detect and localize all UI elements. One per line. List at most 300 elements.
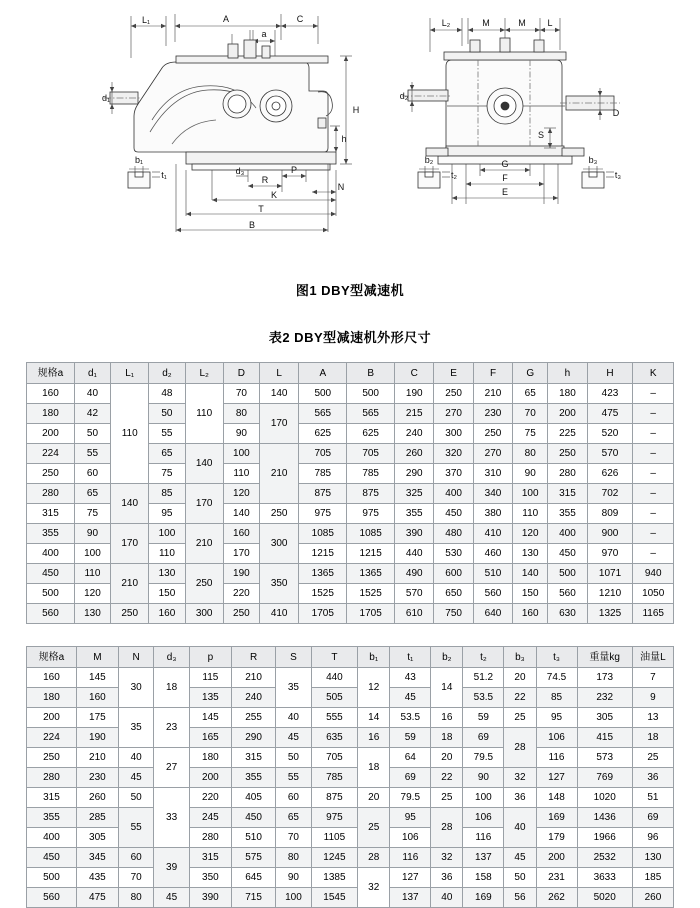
table-cell: 130 bbox=[74, 604, 110, 624]
table-cell: 28 bbox=[431, 808, 463, 848]
table-cell: 79.5 bbox=[390, 788, 431, 808]
table-cell: 170 bbox=[111, 524, 149, 564]
table-cell: 285 bbox=[76, 808, 118, 828]
table1-header-row bbox=[27, 363, 674, 384]
label-b2: b₂ bbox=[424, 155, 434, 165]
row-spec-cell: 224 bbox=[27, 728, 77, 748]
table-cell: 1385 bbox=[311, 868, 358, 888]
label-t2: t₂ bbox=[451, 170, 457, 180]
table-cell: 630 bbox=[548, 604, 587, 624]
table-cell: 140 bbox=[259, 384, 298, 404]
table-cell: 65 bbox=[513, 384, 548, 404]
table-cell: 300 bbox=[259, 524, 298, 564]
table-cell: 1105 bbox=[311, 828, 358, 848]
table-cell: 45 bbox=[390, 688, 431, 708]
table-cell: 300 bbox=[185, 604, 223, 624]
table-cell: 1365 bbox=[347, 564, 395, 584]
row-spec-cell: 224 bbox=[27, 444, 75, 464]
row-spec-cell: 500 bbox=[27, 584, 75, 604]
table-cell: 100 bbox=[223, 444, 259, 464]
table-cell: 70 bbox=[118, 868, 153, 888]
table-cell: 100 bbox=[463, 788, 504, 808]
table-cell: 200 bbox=[189, 768, 231, 788]
table-cell: 400 bbox=[548, 524, 587, 544]
table-cell: 30 bbox=[118, 668, 153, 708]
table-cell: 140 bbox=[111, 484, 149, 524]
label-P: P bbox=[290, 165, 298, 175]
row-spec-cell: 160 bbox=[27, 668, 77, 688]
table-cell: 250 bbox=[223, 604, 259, 624]
table-row bbox=[27, 748, 674, 768]
table-cell: 1545 bbox=[311, 888, 358, 908]
dimensions-table-2 bbox=[26, 646, 674, 908]
row-spec-cell: 200 bbox=[27, 424, 75, 444]
table-cell: 750 bbox=[434, 604, 473, 624]
table-cell: 3633 bbox=[577, 868, 632, 888]
column-header-0: 规格a bbox=[27, 647, 77, 668]
table-cell: 45 bbox=[118, 768, 153, 788]
table-cell: 32 bbox=[358, 868, 390, 908]
table-cell: 1525 bbox=[347, 584, 395, 604]
table-cell: 570 bbox=[395, 584, 434, 604]
table-cell: 64 bbox=[390, 748, 431, 768]
table-cell: 400 bbox=[434, 484, 473, 504]
table2-head bbox=[27, 647, 674, 668]
table-cell: 809 bbox=[587, 504, 633, 524]
table-cell: 390 bbox=[189, 888, 231, 908]
row-spec-cell: 315 bbox=[27, 788, 77, 808]
table-cell: 232 bbox=[577, 688, 632, 708]
table-cell: 940 bbox=[633, 564, 674, 584]
table-cell: 300 bbox=[434, 424, 473, 444]
table-cell: 450 bbox=[231, 808, 275, 828]
table-cell: 110 bbox=[149, 544, 185, 564]
table-cell: 45 bbox=[504, 848, 536, 868]
row-spec-cell: 200 bbox=[27, 708, 77, 728]
table-cell: 51.2 bbox=[463, 668, 504, 688]
table-cell: 50 bbox=[276, 748, 311, 768]
label-h: h bbox=[341, 134, 347, 144]
table-cell: – bbox=[633, 504, 674, 524]
table-cell: 16 bbox=[358, 728, 390, 748]
table-cell: 450 bbox=[434, 504, 473, 524]
column-header-15: K bbox=[633, 363, 674, 384]
table-cell: 210 bbox=[259, 444, 298, 504]
table-cell: 705 bbox=[311, 748, 358, 768]
table-cell: 60 bbox=[118, 848, 153, 868]
table-cell: 28 bbox=[358, 848, 390, 868]
row-spec-cell: 560 bbox=[27, 604, 75, 624]
label-S: S bbox=[537, 130, 545, 140]
table-cell: 505 bbox=[311, 688, 358, 708]
table-cell: 40 bbox=[431, 888, 463, 908]
table-cell: 1050 bbox=[633, 584, 674, 604]
table-cell: 190 bbox=[76, 728, 118, 748]
row-spec-cell: 315 bbox=[27, 504, 75, 524]
table-cell: 9 bbox=[632, 688, 673, 708]
table-cell: 500 bbox=[548, 564, 587, 584]
table-cell: 520 bbox=[587, 424, 633, 444]
table-cell: 179 bbox=[536, 828, 577, 848]
table-cell: 370 bbox=[434, 464, 473, 484]
table-cell: 315 bbox=[548, 484, 587, 504]
table-cell: 575 bbox=[231, 848, 275, 868]
column-header-7: A bbox=[299, 363, 347, 384]
column-header-5: R bbox=[231, 647, 275, 668]
table-cell: 210 bbox=[111, 564, 149, 604]
table-cell: 110 bbox=[513, 504, 548, 524]
table-cell: 650 bbox=[434, 584, 473, 604]
table-cell: 80 bbox=[276, 848, 311, 868]
table-cell: 100 bbox=[513, 484, 548, 504]
table-cell: 769 bbox=[577, 768, 632, 788]
table-cell: – bbox=[633, 384, 674, 404]
table-cell: 625 bbox=[347, 424, 395, 444]
table-cell: 410 bbox=[473, 524, 512, 544]
column-header-15: 油量L bbox=[632, 647, 673, 668]
table-cell: 610 bbox=[395, 604, 434, 624]
table-cell: 565 bbox=[347, 404, 395, 424]
table-cell: 785 bbox=[299, 464, 347, 484]
table-cell: 250 bbox=[259, 504, 298, 524]
table-cell: 210 bbox=[76, 748, 118, 768]
table-cell: 13 bbox=[632, 708, 673, 728]
table-cell: 230 bbox=[76, 768, 118, 788]
table-cell: 573 bbox=[577, 748, 632, 768]
table-cell: 165 bbox=[189, 728, 231, 748]
table-cell: 80 bbox=[223, 404, 259, 424]
label-B: B bbox=[248, 220, 256, 230]
table-cell: 555 bbox=[311, 708, 358, 728]
row-spec-cell: 180 bbox=[27, 688, 77, 708]
label-t3: t₃ bbox=[614, 170, 622, 180]
label-M-right: M bbox=[518, 18, 526, 28]
table-cell: 127 bbox=[536, 768, 577, 788]
table-cell: 100 bbox=[276, 888, 311, 908]
label-L2: L₂ bbox=[441, 18, 451, 28]
table-cell: 160 bbox=[513, 604, 548, 624]
table-cell: 210 bbox=[185, 524, 223, 564]
column-header-4: p bbox=[189, 647, 231, 668]
table-cell: 110 bbox=[223, 464, 259, 484]
table-cell: 127 bbox=[390, 868, 431, 888]
table-cell: 50 bbox=[149, 404, 185, 424]
table-cell: 560 bbox=[473, 584, 512, 604]
table-cell: 96 bbox=[632, 828, 673, 848]
table-cell: 27 bbox=[154, 748, 189, 788]
table-cell: 56 bbox=[504, 888, 536, 908]
table-cell: 270 bbox=[473, 444, 512, 464]
table-cell: 110 bbox=[74, 564, 110, 584]
label-F: F bbox=[502, 173, 508, 183]
table-cell: 169 bbox=[536, 808, 577, 828]
table-cell: 95 bbox=[536, 708, 577, 728]
table-row bbox=[27, 848, 674, 868]
table-cell: 310 bbox=[473, 464, 512, 484]
table-cell: 200 bbox=[548, 404, 587, 424]
table-cell: 350 bbox=[259, 564, 298, 604]
table-cell: 145 bbox=[189, 708, 231, 728]
table-cell: 1525 bbox=[299, 584, 347, 604]
table-cell: 95 bbox=[149, 504, 185, 524]
table2-header-row bbox=[27, 647, 674, 668]
table-cell: 280 bbox=[548, 464, 587, 484]
table-cell: 200 bbox=[536, 848, 577, 868]
label-G: G bbox=[501, 159, 509, 169]
table-cell: 210 bbox=[473, 384, 512, 404]
table-cell: 50 bbox=[118, 788, 153, 808]
table-cell: 180 bbox=[548, 384, 587, 404]
table-cell: 715 bbox=[231, 888, 275, 908]
table-cell: 42 bbox=[74, 404, 110, 424]
table1-head bbox=[27, 363, 674, 384]
column-header-1: d₁ bbox=[74, 363, 110, 384]
row-spec-cell: 250 bbox=[27, 748, 77, 768]
table-cell: 5020 bbox=[577, 888, 632, 908]
table-cell: 65 bbox=[276, 808, 311, 828]
dimensions-table-1-wrap bbox=[26, 362, 674, 624]
table-cell: 626 bbox=[587, 464, 633, 484]
table-cell: 145 bbox=[76, 668, 118, 688]
table-cell: 875 bbox=[347, 484, 395, 504]
table-cell: 12 bbox=[358, 668, 390, 708]
table-cell: 250 bbox=[548, 444, 587, 464]
table-cell: 160 bbox=[76, 688, 118, 708]
table-cell: 570 bbox=[587, 444, 633, 464]
row-spec-cell: 400 bbox=[27, 828, 77, 848]
label-d1: d₁ bbox=[101, 93, 111, 103]
table-cell: 40 bbox=[118, 748, 153, 768]
table-cell: 785 bbox=[311, 768, 358, 788]
table-cell: 340 bbox=[473, 484, 512, 504]
table-cell: 75 bbox=[513, 424, 548, 444]
column-header-2: N bbox=[118, 647, 153, 668]
table-cell: 450 bbox=[548, 544, 587, 564]
table-cell: 390 bbox=[395, 524, 434, 544]
table-row bbox=[27, 888, 674, 908]
table-cell: 120 bbox=[223, 484, 259, 504]
table-cell: 175 bbox=[76, 708, 118, 728]
table-cell: 65 bbox=[74, 484, 110, 504]
column-header-2: L₁ bbox=[111, 363, 149, 384]
table-cell: 69 bbox=[463, 728, 504, 748]
table-cell: 169 bbox=[463, 888, 504, 908]
table-cell: 1215 bbox=[299, 544, 347, 564]
column-header-1: M bbox=[76, 647, 118, 668]
table-cell: 45 bbox=[154, 888, 189, 908]
label-b3: b₃ bbox=[588, 155, 598, 165]
column-header-11: F bbox=[473, 363, 512, 384]
table-cell: 410 bbox=[259, 604, 298, 624]
table-cell: 53.5 bbox=[463, 688, 504, 708]
table-cell: 250 bbox=[473, 424, 512, 444]
table-cell: 20 bbox=[431, 748, 463, 768]
table-cell: 20 bbox=[358, 788, 390, 808]
table-cell: 23 bbox=[154, 708, 189, 748]
column-header-6: S bbox=[276, 647, 311, 668]
table-cell: 1085 bbox=[347, 524, 395, 544]
row-spec-cell: 180 bbox=[27, 404, 75, 424]
column-header-8: b₁ bbox=[358, 647, 390, 668]
table-cell: 640 bbox=[473, 604, 512, 624]
table-cell: 210 bbox=[231, 668, 275, 688]
table-cell: 70 bbox=[513, 404, 548, 424]
table-cell: 190 bbox=[395, 384, 434, 404]
table-cell: 220 bbox=[189, 788, 231, 808]
table-cell: 35 bbox=[118, 708, 153, 748]
column-header-10: E bbox=[434, 363, 473, 384]
column-header-14: H bbox=[587, 363, 633, 384]
table-cell: 475 bbox=[76, 888, 118, 908]
table-cell: 705 bbox=[299, 444, 347, 464]
table-cell: 110 bbox=[111, 384, 149, 484]
column-header-3: d₃ bbox=[154, 647, 189, 668]
table-cell: 95 bbox=[390, 808, 431, 828]
table-row bbox=[27, 604, 674, 624]
table-cell: 475 bbox=[587, 404, 633, 424]
table-cell: 185 bbox=[632, 868, 673, 888]
table-cell: 130 bbox=[149, 564, 185, 584]
table-cell: 40 bbox=[276, 708, 311, 728]
row-spec-cell: 250 bbox=[27, 464, 75, 484]
column-header-11: t₂ bbox=[463, 647, 504, 668]
table-cell: 1436 bbox=[577, 808, 632, 828]
dimensions-table-2-wrap bbox=[26, 646, 674, 908]
row-spec-cell: 400 bbox=[27, 544, 75, 564]
table-cell: 116 bbox=[536, 748, 577, 768]
table2-body bbox=[27, 668, 674, 908]
column-header-6: L bbox=[259, 363, 298, 384]
table-cell: 140 bbox=[513, 564, 548, 584]
table-cell: 180 bbox=[189, 748, 231, 768]
table-cell: – bbox=[633, 464, 674, 484]
table-cell: 18 bbox=[632, 728, 673, 748]
table-cell: 260 bbox=[632, 888, 673, 908]
table-cell: 305 bbox=[76, 828, 118, 848]
table-cell: 69 bbox=[632, 808, 673, 828]
table-cell: 1245 bbox=[311, 848, 358, 868]
table-cell: 90 bbox=[513, 464, 548, 484]
table-cell: 1085 bbox=[299, 524, 347, 544]
table1-body bbox=[27, 384, 674, 624]
table-cell: 460 bbox=[473, 544, 512, 564]
table-cell: 260 bbox=[76, 788, 118, 808]
table-cell: 423 bbox=[587, 384, 633, 404]
column-header-9: t₁ bbox=[390, 647, 431, 668]
table-cell: 22 bbox=[431, 768, 463, 788]
table-cell: 51 bbox=[632, 788, 673, 808]
table-cell: 635 bbox=[311, 728, 358, 748]
table-cell: – bbox=[633, 404, 674, 424]
table-cell: 14 bbox=[431, 668, 463, 708]
column-header-9: C bbox=[395, 363, 434, 384]
table-cell: 106 bbox=[463, 808, 504, 828]
table-cell: 70 bbox=[276, 828, 311, 848]
table-cell: – bbox=[633, 524, 674, 544]
table-cell: 60 bbox=[276, 788, 311, 808]
table-cell: 45 bbox=[276, 728, 311, 748]
table-cell: 240 bbox=[395, 424, 434, 444]
table-cell: 59 bbox=[390, 728, 431, 748]
label-t1: t₁ bbox=[161, 170, 167, 180]
table-cell: 69 bbox=[390, 768, 431, 788]
column-header-14: 重量kg bbox=[577, 647, 632, 668]
table-cell: 345 bbox=[76, 848, 118, 868]
column-header-5: D bbox=[223, 363, 259, 384]
table-cell: 18 bbox=[358, 748, 390, 788]
label-A: A bbox=[222, 14, 230, 24]
label-N: N bbox=[337, 182, 345, 192]
table-cell: 290 bbox=[395, 464, 434, 484]
table-cell: 1705 bbox=[299, 604, 347, 624]
table-cell: 150 bbox=[149, 584, 185, 604]
row-spec-cell: 160 bbox=[27, 384, 75, 404]
table-cell: 25 bbox=[632, 748, 673, 768]
table-cell: 625 bbox=[299, 424, 347, 444]
table-cell: 440 bbox=[395, 544, 434, 564]
table-cell: 320 bbox=[434, 444, 473, 464]
table-cell: 500 bbox=[347, 384, 395, 404]
label-C: C bbox=[296, 14, 304, 24]
row-spec-cell: 450 bbox=[27, 848, 77, 868]
table-cell: 380 bbox=[473, 504, 512, 524]
table-cell: 40 bbox=[74, 384, 110, 404]
table-cell: – bbox=[633, 444, 674, 464]
label-b1: b₁ bbox=[134, 155, 144, 165]
table-cell: 785 bbox=[347, 464, 395, 484]
table-cell: 170 bbox=[185, 484, 223, 524]
table-cell: 230 bbox=[473, 404, 512, 424]
label-E: E bbox=[501, 187, 509, 197]
table-cell: 975 bbox=[311, 808, 358, 828]
table-row bbox=[27, 868, 674, 888]
table-cell: 270 bbox=[434, 404, 473, 424]
table-cell: 290 bbox=[231, 728, 275, 748]
column-header-3: d₂ bbox=[149, 363, 185, 384]
table-cell: 18 bbox=[431, 728, 463, 748]
table-cell: 490 bbox=[395, 564, 434, 584]
table-row bbox=[27, 524, 674, 544]
label-R: R bbox=[261, 175, 269, 185]
column-header-4: L₂ bbox=[185, 363, 223, 384]
table-cell: 350 bbox=[189, 868, 231, 888]
table-cell: 600 bbox=[434, 564, 473, 584]
column-header-7: T bbox=[311, 647, 358, 668]
table-cell: 74.5 bbox=[536, 668, 577, 688]
table-cell: 160 bbox=[223, 524, 259, 544]
table-cell: 1365 bbox=[299, 564, 347, 584]
table-cell: 645 bbox=[231, 868, 275, 888]
table-cell: 115 bbox=[189, 668, 231, 688]
label-a: a bbox=[261, 29, 267, 39]
label-K: K bbox=[270, 190, 278, 200]
row-spec-cell: 280 bbox=[27, 484, 75, 504]
table-cell: 80 bbox=[513, 444, 548, 464]
table-cell: 36 bbox=[632, 768, 673, 788]
table-cell: 1020 bbox=[577, 788, 632, 808]
table-cell: 70 bbox=[223, 384, 259, 404]
table-cell: 510 bbox=[473, 564, 512, 584]
table-cell: 510 bbox=[231, 828, 275, 848]
table-cell: 148 bbox=[536, 788, 577, 808]
table-cell: 325 bbox=[395, 484, 434, 504]
table-cell: 2532 bbox=[577, 848, 632, 868]
table-cell: 250 bbox=[111, 604, 149, 624]
table-cell: 225 bbox=[548, 424, 587, 444]
table-cell: 355 bbox=[395, 504, 434, 524]
technical-drawing bbox=[0, 0, 700, 262]
column-header-0: 规格a bbox=[27, 363, 75, 384]
